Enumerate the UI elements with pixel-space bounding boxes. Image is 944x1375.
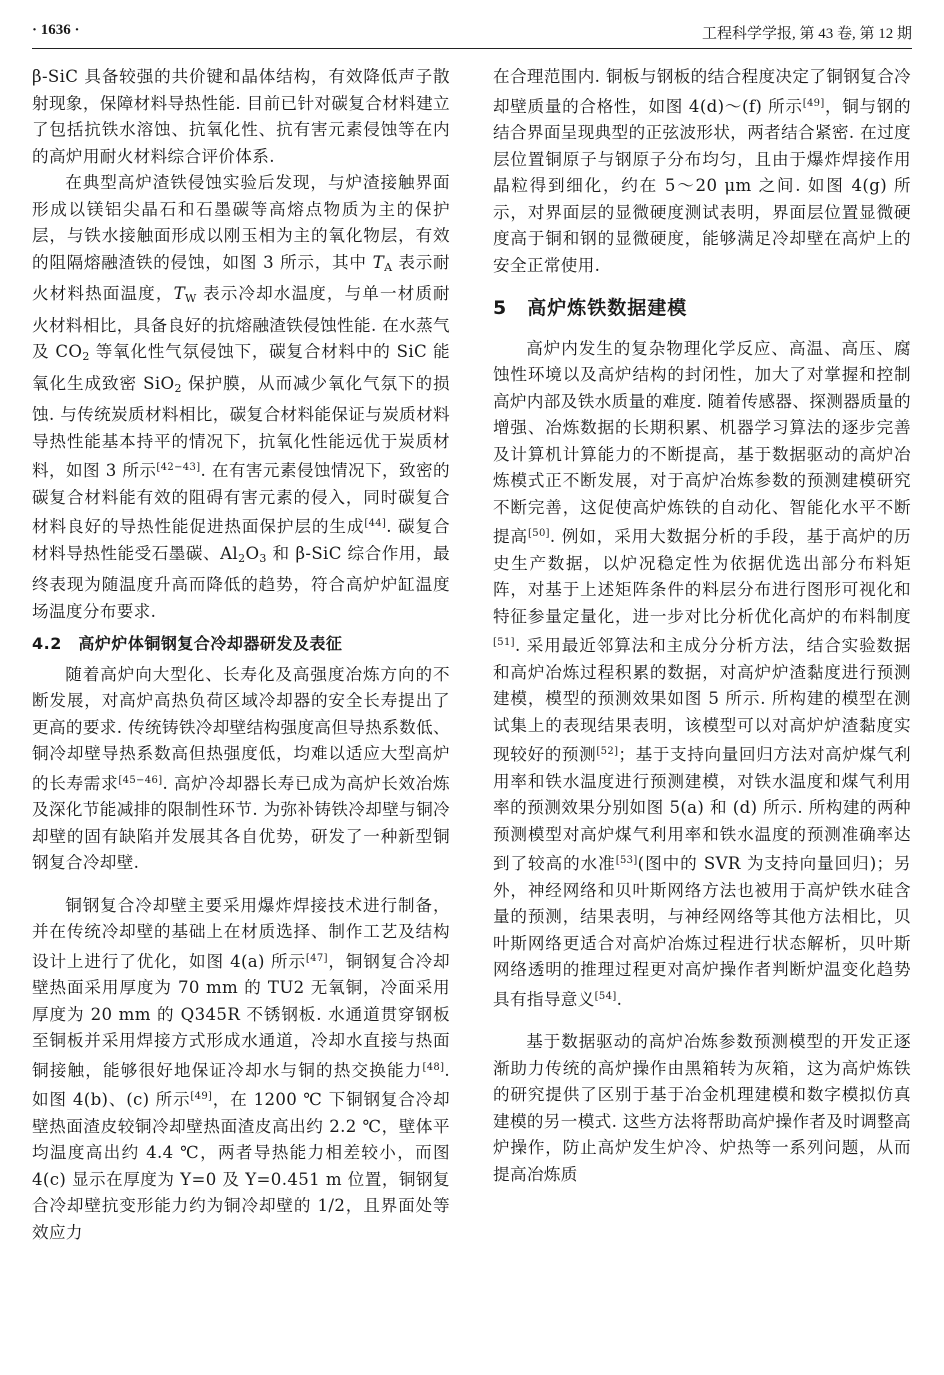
left-column (32, 64, 450, 1246)
paragraph-slag-erosion: 在典型高炉渣铁侵蚀实验后发现，与炉渣接触界面形成以镁铝尖晶石和石墨碳等高熔点物质为主的保护层，与铁水接触面形成以刚玉相为主的氧化物层，有效的阻隔熔融渣铁的侵蚀，如图 3 所示，其中 $T_A$ 表示耐火材料热面温度，$T_W$ 表示冷却水温度，与单一材质耐火材料相比，具备良好的抗熔融渣铁侵蚀性能. 在水蒸气及 $CO_2$ 等氧化性气氛侵蚀下，碳复合材料中的 SiC 能氧化生成致密 SiO$_2$ 保护膜，从而减少氧化气氛下的损蚀. 与传统炭质材料相比，碳复合材料能保证与炭质材料导热性能基本持平的情况下，抗氧化性能远优于炭质材料，如图 3 所示[42−43]. 在有害元素侵蚀情况下，致密的碳复合材料能有效的阻碍有害元素的侵入，同时碳复合材料良好的导热性能促进热面保护层的生成[44]. 碳复合材料导热性能受石墨碳、$Al_2O_3$ 和 β-SiC 综合作用，最终表现为随温度升高而降低的趋势，符合高炉炉缸温度场温度分布要求. (32, 173, 450, 621)
paragraph-cooler-demand: 随着高炉向大型化、长寿化及高强度冶炼方向的不断发展，对高炉高热负荷区域冷却器的安全长寿提出了更高的要求. 传统铸铁冷却壁结构强度高但导热系数低、铜冷却壁导热系数高但热强度低，均难以适应大型高炉的长寿需求[45−46]. 高炉冷却器长寿已成为高炉长效冶炼及深化节能减排的限制性环节. 为弥补铸铁冷却壁与铜冷却壁的固有缺陷并发展其各自优势，研发了一种新型铜钢复合冷却壁. (32, 664, 451, 872)
citation-ref: [51] (493, 637, 515, 648)
paragraph-explosive-welding: 铜钢复合冷却壁主要采用爆炸焊接技术进行制备，并在传统冷却壁的基础上在材质选择、制作工艺及结构设计上进行了优化，如图 4(a) 所示[47]，铜钢复合冷却壁热面采用厚度为 70 mm 的 TU2 无氧铜，冷面采用厚度为 20 mm 的 Q345R 不锈钢板. 水通道贯穿钢板至铜板并采用焊接方式形成水通道，冷却水直接与热面铜接触，能够很好地保证冷却水与铜的热交换能力[48]. 如图 4(b)、(c) 所示[49]，在 1200 ℃ 下铜钢复合冷却壁热面渣皮较铜冷却壁热面渣皮高出约 2.2 ℃，壁体平均温度高出约 4.4 ℃，两者导热能力相差较小，而图 4(c) 显示在厚度为 Y=0 及 Y=0.451 m 位置，铜钢复合冷却壁抗变形能力约为铜冷却壁的 1/2，且界面处等效应力 (32, 895, 450, 1242)
citation-ref: [50] (527, 528, 550, 539)
citation-ref: [54] (594, 990, 617, 1002)
citation-ref: [48] (422, 1061, 445, 1073)
paragraph-interface-bonding: 在合理范围内. 铜板与钢板的结合程度决定了铜钢复合冷却壁质量的合格性，如图 4(d)～(f) 所示[49]，铜与钢的结合界面呈现典型的正弦波形状，两者结合紧密. 在过度层位置铜原子与钢原子分布均匀，且由于爆炸焊接作用晶粒得到细化，约在 5～20 μm 之间. 如图 4(g) 所示，对界面层的显微硬度测试表明，界面层位置显微硬度高于铜和钢的显微硬度，能够满足冷却壁在高炉上的安全正常使用. (493, 67, 911, 275)
citation-ref: [53] (615, 855, 638, 866)
paragraph-grey-box: 基于数据驱动的高炉冶炼参数预测模型的开发正逐渐助力传统的高炉操作由黑箱转为灰箱，这为高炉炼铁的研究提供了区别于基于冶金机理建模和数字模拟仿真建模的另一模式. 这些方法将帮助高炉操作者及时调整高炉操作，防止高炉发生炉冷、炉热等一系列问题，从而提高冶炼质 (493, 1032, 911, 1184)
page-header (32, 18, 912, 49)
paragraph-sic-intro: β-SiC 具备较强的共价键和晶体结构，有效降低声子散射现象，保障材料导热性能. 目前已针对碳复合材料建立了包括抗铁水溶蚀、抗氧化性、抗有害元素侵蚀等在内的高炉用耐火材料综合评价体系. (32, 67, 450, 166)
paragraph-data-modeling: 高炉内发生的复杂物理化学反应、高温、高压、腐蚀性环境以及高炉结构的封闭性，加大了对掌握和控制高炉内部及铁水质量的难度. 随着传感器、探测器质量的增强、冶炼数据的长期积累、机器学习算法的逐步完善及计算机计算能力的不断提高，基于数据驱动的高炉冶炼模式正不断发展，对于高炉冶炼参数的预测建模研究不断完善，这促使高炉炼铁的自动化、智能化水平不断提高[50]. 例如，采用大数据分析的手段，基于高炉的历史生产数据，以炉况稳定性为依据优选出部分布料矩阵，对基于上述矩阵条件的料层分布进行图形可视化和特征参量定量化，进一步对比分析优化高炉的布料制度[51]. 采用最近邻算法和主成分分析方法，结合实验数据和高炉冶炼过程积累的数据，对高炉炉渣黏度进行预测建模，模型的预测效果如图 5 所示. 所构建的模型在测试集上的表现结果表明，该模型可以对高炉炉渣黏度实现较好的预测[52]；基于支持向量回归方法对高炉煤气利用率和铁水温度进行预测建模，对铁水温度和煤气利用率的预测效果分别如图 5(a) 和 (d) 所示. 所构建的两种预测模型对高炉煤气利用率和铁水温度的预测准确率达到了较高的水准[53](图中的 SVR 为支持向量回归)；另外，神经网络和贝叶斯网络方法也被用于高炉铁水硅含量的预测，结果表明，与神经网络等其他方法相比，贝叶斯网络更适合对高炉冶炼过程进行状态解析，贝叶斯网络透明的推理过程更对高炉操作者判断炉温变化趋势具有指导意义[54]. (493, 338, 911, 1009)
citation-ref: [52] (596, 746, 619, 757)
page-number: · 1636 · (32, 22, 80, 38)
section-heading-5: 5 高炉炼铁数据建模 (493, 297, 688, 319)
citation-ref: [47] (305, 952, 328, 964)
journal-citation: 工程科学学报, 第 43 卷, 第 12 期 (701, 26, 912, 42)
right-column (493, 64, 911, 1188)
section-heading-4-2: 4.2 高炉炉体铜钢复合冷却器研发及表征 (32, 634, 343, 653)
citation-ref: [42−43] (156, 462, 201, 473)
citation-ref: [49] (802, 97, 825, 109)
citation-ref: [44] (364, 518, 387, 529)
citation-ref: [45−46] (118, 774, 163, 786)
citation-ref: [49] (190, 1091, 213, 1102)
